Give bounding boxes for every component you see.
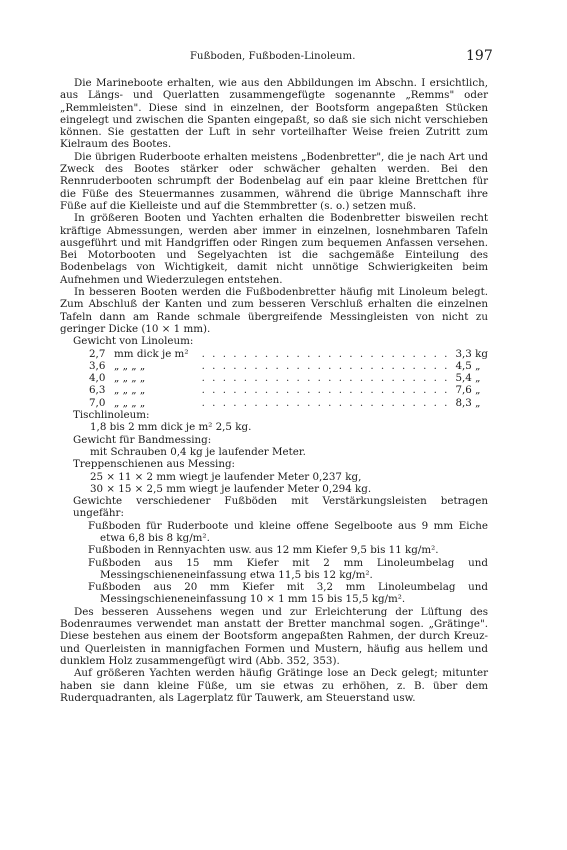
page-body xyxy=(60,77,488,704)
treppenschienen-label: Treppenschienen aus Messing: xyxy=(73,458,236,471)
weight-value: 5,4 „ xyxy=(455,372,481,385)
unit-desc: „ „ „ „ xyxy=(114,396,146,409)
thickness: 3,6 xyxy=(89,359,106,372)
paragraph: Die Marineboote erhalten, wie aus den Abbildungen im Abschn. I ersichtlich, aus Längs- und Querlatten zusammengefügte sogenannte „Remms" oder „Remmleisten". Diese sind in einzelnen, der Bootsform angepaßten Stücken eingelegt und zwischen die Spanten eingepaßt, so daß sie sich nicht verschieben können. Sie gestatten der Luft in sehr vorteilhafter Weise freien Zutritt zum Kielraum des Bootes. xyxy=(60,77,488,151)
paragraph: In besseren Booten werden die Fußbodenbretter häufig mit Linoleum belegt. Zum Abschluß der Kanten und zum besseren Verschluß erhalten die einzelnen Tafeln dann am Rande schmale übergreifende Messingleisten von nicht zu geringer Dicke (10 × 1 mm). xyxy=(60,286,488,335)
table-row xyxy=(60,384,488,396)
table-row xyxy=(60,360,488,372)
weight-value: 3,3 kg xyxy=(455,347,488,360)
unit-desc: „ „ „ „ xyxy=(114,384,146,397)
bandmessing-value: mit Schrauben 0,4 kg je laufender Meter. xyxy=(90,445,306,458)
unit-desc: „ „ „ „ xyxy=(114,372,146,385)
treppenschiene-row: 30 × 15 × 2,5 mm wiegt je laufender Meter 0,294 kg. xyxy=(90,482,372,495)
table-row xyxy=(60,348,488,360)
thickness: 7,0 xyxy=(89,396,106,409)
paragraph: In größeren Booten und Yachten erhalten die Bodenbretter bisweilen recht kräftige Abmessungen, werden aber immer in einzelnen, losnehmbaren Tafeln ausgeführt und mit Handgriffen oder Ringen zum bequemen Anfassen versehen. Bei Motorbooten und Segelyachten ist die sachgemäße Einteilung des Bodenbelags von Wichtigkeit, damit nicht unnötige Schwierigkeiten beim Aufnehmen und Wiederzulegen entstehen. xyxy=(60,212,488,286)
linoleum-weight-label: Gewicht von Linoleum: xyxy=(73,335,194,348)
leader-dots: . . . . . . . . . . . . . . . . . . . . . . . . xyxy=(201,384,450,397)
fussboden-weight-item: Fußboden für Ruderboote und kleine offene Segelboote aus 9 mm Eiche etwa 6,8 bis 8 kg/m². xyxy=(88,519,488,544)
leader-dots: . . . . . . . . . . . . . . . . . . . . . . . . xyxy=(201,372,450,385)
page-number: 197 xyxy=(466,48,493,64)
thickness: 2,7 xyxy=(89,347,106,360)
tischlinoleum-label: Tischlinoleum: xyxy=(73,409,150,422)
linoleum-weight-table xyxy=(60,348,488,409)
fussboden-weight-item: Fußboden aus 15 mm Kiefer mit 2 mm Linoleumbelag und Messingschieneneinfassung etwa 11,5 bis 12 kg/m². xyxy=(88,556,488,581)
leader-dots: . . . . . . . . . . . . . . . . . . . . . . . . xyxy=(201,396,450,409)
weight-value: 4,5 „ xyxy=(455,359,481,372)
fussboden-weights-label: Gewichte verschiedener Fußböden mit Verstärkungsleisten betragen ungefähr: xyxy=(73,495,488,520)
page-header xyxy=(0,48,567,71)
leader-dots: . . . . . . . . . . . . . . . . . . . . . . . . xyxy=(201,359,450,372)
treppenschiene-row: 25 × 11 × 2 mm wiegt je laufender Meter 0,237 kg, xyxy=(90,470,362,483)
thickness: 4,0 xyxy=(89,372,106,385)
table-row xyxy=(60,372,488,384)
fussboden-weight-item: Fußboden in Rennyachten usw. aus 12 mm Kiefer 9,5 bis 11 kg/m². xyxy=(88,544,439,557)
paragraph: Die übrigen Ruderboote erhalten meistens „Bodenbretter", die je nach Art und Zweck des Bootes stärker oder schwächer gehalten werden. Bei den Rennruderbooten schrumpft der Bodenbelag auf ein paar kleine Brettchen für die Füße des Steuermannes zusammen, während die übrige Mannschaft ihre Füße auf die Kielleiste und auf die Stemmbretter (s. o.) setzen muß. xyxy=(60,150,488,212)
unit-desc: „ „ „ „ xyxy=(114,359,146,372)
thickness: 6,3 xyxy=(89,384,106,397)
running-title: Fußboden, Fußboden-Linoleum. xyxy=(190,51,356,62)
leader-dots: . . . . . . . . . . . . . . . . . . . . . . . . xyxy=(201,347,450,360)
paragraph: Auf größeren Yachten werden häufig Grätinge lose an Deck gelegt; mitunter haben sie dann kleine Füße, um sie etwas zu erhöhen, z. B. über dem Ruderquadranten, als Lagerplatz für Tauwerk, am Steuerstand usw. xyxy=(60,667,488,704)
weight-value: 8,3 „ xyxy=(455,396,481,409)
unit-desc: mm dick je m² xyxy=(114,347,189,360)
tischlinoleum-value: 1,8 bis 2 mm dick je m² 2,5 kg. xyxy=(90,421,252,434)
weight-value: 7,6 „ xyxy=(455,384,481,397)
paragraph: Des besseren Aussehens wegen und zur Erleichterung der Lüftung des Bodenraumes verwendet man anstatt der Bretter manchmal sogen. „Grätinge". Diese bestehen aus einem der Bootsform angepaßten Rahmen, der durch Kreuz- und Querleisten in mannigfachen Formen und Mustern, häufig aus hellem und dunklem Holz zusammengefügt wird (Abb. 352, 353). xyxy=(60,605,488,667)
fussboden-weight-item: Fußboden aus 20 mm Kiefer mit 3,2 mm Linoleumbelag und Messingschieneneinfassung 10 × 1 mm 15 bis 15,5 kg/m². xyxy=(88,581,488,606)
table-row xyxy=(60,397,488,409)
bandmessing-label: Gewicht für Bandmessing: xyxy=(73,433,212,446)
